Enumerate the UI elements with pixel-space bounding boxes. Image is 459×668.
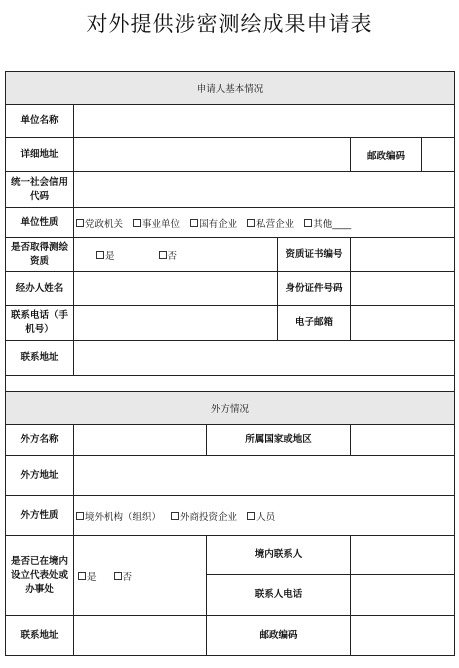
checkbox-icon[interactable]	[78, 572, 86, 580]
section-header-applicant: 申请人基本情况	[6, 72, 455, 105]
spacer-row	[6, 376, 455, 392]
option-no[interactable]: 否	[159, 248, 178, 262]
label-foreign-name: 外方名称	[6, 425, 74, 456]
checkbox-icon[interactable]	[76, 219, 84, 227]
label-contact-phone: 联系人电话	[207, 575, 351, 616]
checkbox-icon[interactable]	[114, 572, 122, 580]
qualification-options	[74, 238, 278, 272]
label-foreign-address: 外方地址	[6, 456, 74, 496]
field-domestic-contact[interactable]	[351, 536, 455, 575]
field-foreign-postal-code[interactable]	[351, 616, 455, 656]
field-phone[interactable]	[74, 306, 278, 341]
option-no[interactable]: 否	[114, 569, 133, 583]
checkbox-icon[interactable]	[133, 219, 141, 227]
unit-nature-option[interactable]: 事业单位	[133, 216, 180, 230]
field-country[interactable]	[351, 425, 455, 456]
foreign-nature-options	[74, 496, 455, 536]
unit-nature-option[interactable]: 国有企业	[190, 216, 237, 230]
foreign-nature-option[interactable]: 人员	[247, 509, 275, 523]
label-postal-code: 邮政编码	[351, 138, 422, 171]
field-postal-code[interactable]	[422, 138, 454, 171]
label-qualification: 是否取得测绘资质	[6, 238, 74, 272]
unit-nature-option[interactable]: 其他____	[304, 216, 351, 230]
checkbox-icon[interactable]	[171, 512, 179, 520]
checkbox-icon[interactable]	[159, 251, 167, 259]
unit-nature-options	[74, 208, 455, 238]
label-id-no: 身份证件号码	[278, 272, 351, 306]
checkbox-icon[interactable]	[96, 251, 104, 259]
foreign-nature-option[interactable]: 外商投资企业	[171, 509, 237, 523]
field-id-no[interactable]	[351, 272, 455, 306]
option-yes[interactable]: 是	[78, 569, 97, 583]
label-address: 详细地址	[6, 138, 74, 172]
field-handler[interactable]	[74, 272, 278, 306]
field-contact-phone[interactable]	[351, 575, 455, 616]
option-yes[interactable]: 是	[96, 248, 115, 262]
checkbox-icon[interactable]	[190, 219, 198, 227]
field-email[interactable]	[351, 306, 455, 341]
field-contact-address[interactable]	[74, 341, 455, 376]
postal-code-cell	[351, 138, 455, 172]
label-contact-address: 联系地址	[6, 341, 74, 376]
form-title: 对外提供涉密测绘成果申请表	[86, 12, 373, 36]
label-foreign-contact-address: 联系地址	[6, 616, 74, 656]
unit-nature-option[interactable]: 私营企业	[247, 216, 294, 230]
label-unit-name: 单位名称	[6, 105, 74, 138]
label-phone: 联系电话（手机号）	[6, 306, 74, 341]
field-unit-name[interactable]	[74, 105, 455, 138]
label-credit-code: 统一社会信用代码	[6, 172, 74, 208]
label-rep-office: 是否已在境内设立代表处或办事处	[6, 536, 74, 616]
label-foreign-postal-code: 邮政编码	[207, 616, 351, 656]
label-email: 电子邮箱	[278, 306, 351, 341]
checkbox-icon[interactable]	[247, 512, 255, 520]
field-cert-no[interactable]	[351, 238, 455, 272]
label-handler: 经办人姓名	[6, 272, 74, 306]
foreign-nature-option[interactable]: 境外机构（组织）	[76, 509, 161, 523]
application-form-table	[5, 71, 455, 656]
field-address[interactable]	[74, 138, 351, 172]
field-foreign-address[interactable]	[74, 456, 455, 496]
label-country: 所属国家或地区	[207, 425, 351, 456]
section-header-foreign: 外方情况	[6, 392, 455, 425]
label-domestic-contact: 境内联系人	[207, 536, 351, 575]
checkbox-icon[interactable]	[304, 219, 312, 227]
field-credit-code[interactable]	[74, 172, 455, 208]
label-foreign-nature: 外方性质	[6, 496, 74, 536]
unit-nature-option[interactable]: 党政机关	[76, 216, 123, 230]
label-unit-nature: 单位性质	[6, 208, 74, 238]
checkbox-icon[interactable]	[247, 219, 255, 227]
rep-office-options	[74, 536, 207, 616]
field-foreign-contact-address[interactable]	[74, 616, 207, 656]
checkbox-icon[interactable]	[76, 512, 84, 520]
label-cert-no: 资质证书编号	[278, 238, 351, 272]
field-foreign-name[interactable]	[74, 425, 207, 456]
